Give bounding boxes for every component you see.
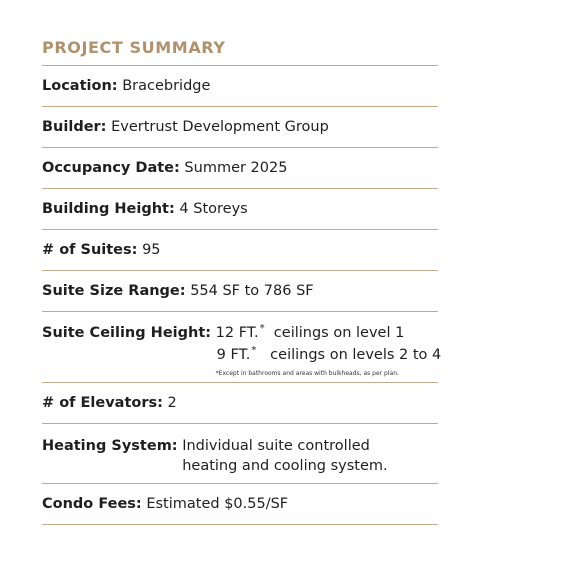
ceiling-line-1 [216,323,442,345]
row-value: Estimated $0.55/SF [146,496,289,512]
heating-values [182,436,387,476]
row-label: Occupancy Date: [42,160,180,176]
section-title: PROJECT SUMMARY [42,38,226,57]
row-label: Suite Ceiling Height: [42,325,212,341]
project-summary-sheet [42,37,442,525]
row-condo-fees [42,484,438,524]
asterisk-mark: * [259,323,265,334]
row-suite-ceiling-height [42,312,442,382]
ceiling-height-1: 12 FT. [215,325,259,341]
row-value: 4 Storeys [179,201,248,217]
row-occupancy-date [42,148,438,188]
row-value: Summer 2025 [184,160,288,176]
row-suite-size-range [42,271,438,311]
row-label: Location: [42,78,118,94]
row-value: 554 SF to 786 SF [190,283,314,299]
row-value: Bracebridge [122,78,211,94]
row-builder [42,107,438,147]
row-label: # of Suites: [42,242,138,258]
divider [42,524,438,525]
row-building-height [42,189,438,229]
row-number-of-elevators [42,383,438,423]
row-heating-system [42,424,438,483]
row-value: Evertrust Development Group [111,119,329,135]
ceiling-values [216,323,442,378]
ceiling-footnote: *Except in bathrooms and areas with bulkheads, as per plan. [215,370,399,377]
row-location [42,66,438,106]
row-number-of-suites [42,230,438,270]
row-label: Building Height: [42,201,175,217]
heating-line-1: Individual suite controlled [182,438,370,454]
ceiling-text-2: ceilings on levels 2 to 4 [270,347,442,363]
row-label: Builder: [42,119,107,135]
row-label: Suite Size Range: [42,283,186,299]
row-value: 2 [167,395,177,411]
row-label: Condo Fees: [42,496,142,512]
row-label: Heating System: [42,438,178,454]
asterisk-mark: * [251,345,257,356]
ceiling-text-1: ceilings on level 1 [273,325,405,341]
row-value: 95 [142,242,161,258]
heating-line-2: heating and cooling system. [182,458,388,474]
ceiling-line-2 [216,345,442,367]
row-label: # of Elevators: [42,395,163,411]
ceiling-height-2: 9 FT. [216,347,251,363]
